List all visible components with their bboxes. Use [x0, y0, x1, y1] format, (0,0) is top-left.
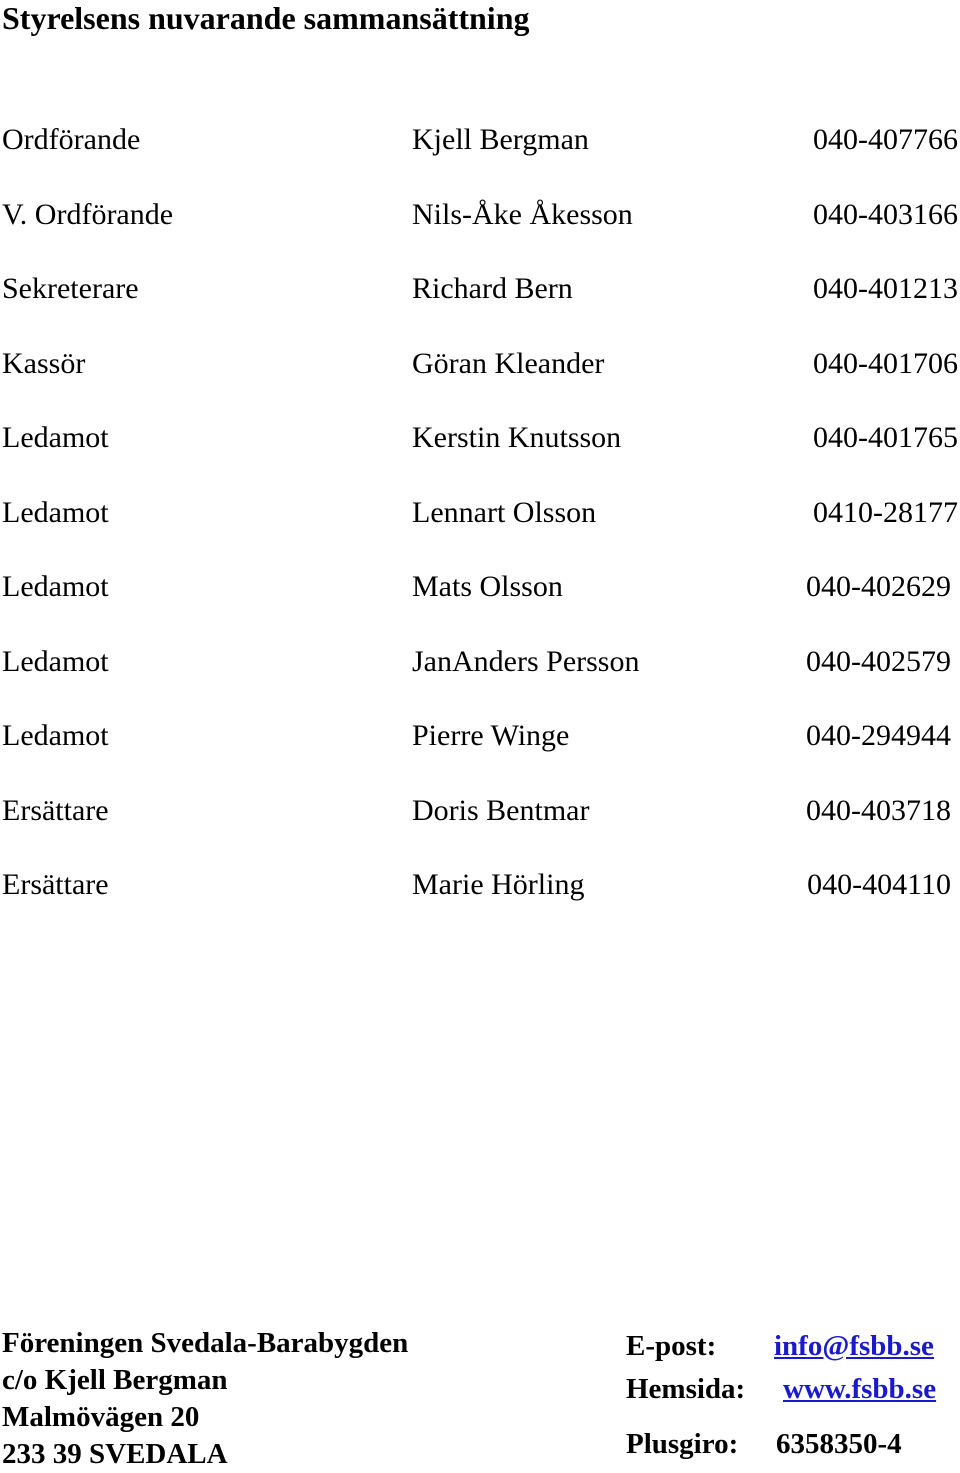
- member-name: Göran Kleander: [412, 346, 605, 380]
- member-row: [0, 789, 960, 864]
- member-role: V. Ordförande: [2, 197, 174, 231]
- member-name: JanAnders Persson: [412, 644, 640, 678]
- address-street: Malmövägen 20: [2, 1401, 200, 1433]
- email-label: E-post:: [626, 1330, 717, 1362]
- member-row: [0, 640, 960, 715]
- member-row: [0, 342, 960, 417]
- plusgiro-label: Plusgiro:: [626, 1428, 739, 1460]
- member-role: Kassör: [2, 346, 86, 380]
- member-role: Ledamot: [2, 495, 109, 529]
- member-role: Ersättare: [2, 793, 109, 827]
- member-phone: 040-401706: [813, 346, 958, 380]
- member-phone: 040-407766: [813, 123, 958, 156]
- member-name: Lennart Olsson: [412, 495, 597, 529]
- member-name: Mats Olsson: [412, 570, 563, 603]
- member-row: [0, 863, 960, 938]
- address-postal: 233 39 SVEDALA: [2, 1438, 228, 1470]
- member-name: Nils-Åke Åkesson: [412, 197, 633, 231]
- member-row: [0, 714, 960, 789]
- member-role: Ledamot: [2, 644, 109, 678]
- plusgiro-number: 6358350-4: [776, 1428, 902, 1460]
- member-name: Richard Bern: [412, 272, 573, 305]
- member-row: [0, 118, 960, 193]
- member-phone: 040-402579: [806, 644, 951, 678]
- website-row: [626, 1369, 937, 1409]
- member-phone: 040-294944: [806, 719, 951, 752]
- member-name: Kjell Bergman: [412, 123, 589, 156]
- address-care-of: c/o Kjell Bergman: [2, 1364, 228, 1396]
- page-title: Styrelsens nuvarande sammansättning: [2, 0, 530, 36]
- website-label: Hemsida:: [626, 1373, 746, 1405]
- board-member-list: [0, 118, 960, 938]
- member-phone: 040-402629: [806, 570, 951, 603]
- association-address: [2, 1325, 408, 1473]
- member-role: Ledamot: [2, 570, 109, 603]
- member-row: [0, 416, 960, 491]
- member-phone: 040-401213: [813, 272, 958, 305]
- member-phone: 040-404110: [807, 868, 951, 901]
- member-phone: 040-403166: [813, 197, 958, 231]
- association-name: Föreningen Svedala-Barabygden: [2, 1327, 409, 1359]
- member-row: [0, 267, 960, 342]
- member-role: Sekreterare: [2, 272, 139, 305]
- member-row: [0, 193, 960, 268]
- member-row: [0, 491, 960, 566]
- member-row: [0, 565, 960, 640]
- member-phone: 040-401765: [813, 421, 958, 454]
- member-phone: 040-403718: [806, 793, 951, 827]
- member-role: Ersättare: [2, 868, 109, 901]
- member-name: Kerstin Knutsson: [412, 421, 622, 454]
- member-name: Pierre Winge: [412, 719, 570, 752]
- plusgiro-row: [626, 1424, 902, 1464]
- member-name: Marie Hörling: [412, 868, 585, 901]
- email-row: [626, 1326, 934, 1366]
- member-role: Ledamot: [2, 719, 109, 752]
- email-link[interactable]: info@fsbb.se: [774, 1330, 934, 1362]
- member-role: Ledamot: [2, 421, 109, 454]
- member-phone: 0410-28177: [813, 495, 958, 529]
- member-name: Doris Bentmar: [412, 793, 590, 827]
- member-role: Ordförande: [2, 123, 141, 156]
- website-link[interactable]: www.fsbb.se: [783, 1373, 937, 1405]
